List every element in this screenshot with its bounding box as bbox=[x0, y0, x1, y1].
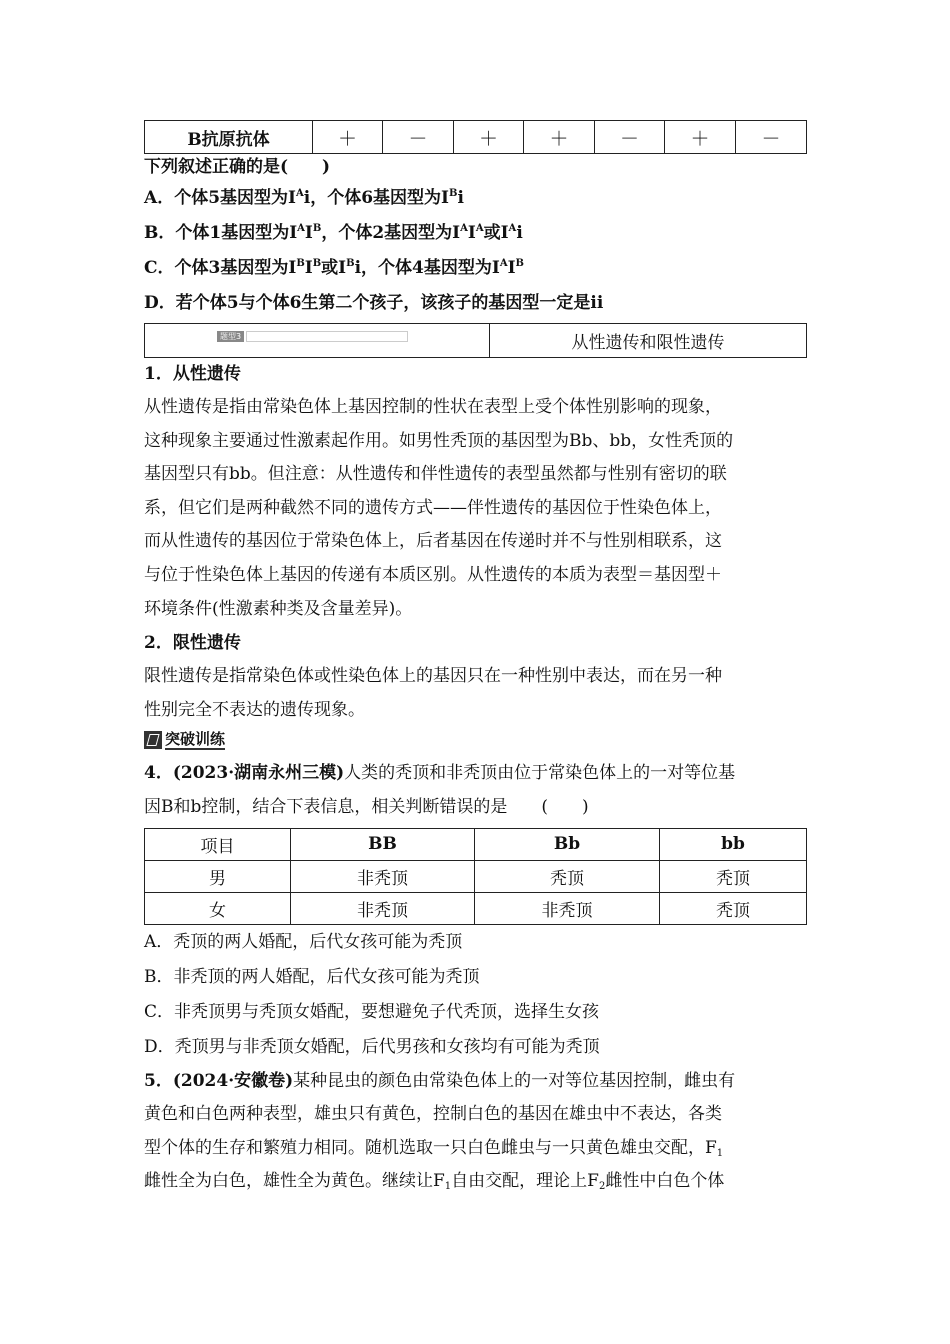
table-header: Bb bbox=[475, 828, 660, 860]
part1-paragraph: 从性遗传是指由常染色体上基因控制的性状在表型上受个体性别影响的现象， 这种现象主要通过性激素起作用。如男性秃顶的基因型为Bb、bb，女性秃顶的 基因型只有bb。但注意：从性遗传和伴性遗传的表型虽然都与性别有密切的联 系，但它们是两种截然不同的遗传方式——伴性遗传的基因位于性染色体上， 而从性遗传的基因位于常染色体上，后者基因在传递时并不与性别相联系，这 与位于性染色体上基因的传递有本质区别。从性遗传的本质为表型＝基因型＋ 环境条件(性激素种类及含量差异)。 bbox=[144, 397, 734, 619]
section-tag: 题型3 bbox=[217, 331, 244, 342]
table-cell: ＋ bbox=[454, 121, 524, 154]
question-stem: 下列叙述正确的是( ) bbox=[144, 157, 331, 177]
table-header: 项目 bbox=[145, 828, 291, 860]
table-cell: ＋ bbox=[313, 121, 383, 154]
q4-option-d: D．秃顶男与非秃顶女婚配，后代男孩和女孩均有可能为秃顶 bbox=[144, 1036, 600, 1057]
question-4: 4．(2023·湖南永州三模)人类的秃顶和非秃顶由位于常染色体上的一对等位基 因B和b控制，结合下表信息，相关判断错误的是 ( ) bbox=[144, 763, 736, 817]
table-row bbox=[145, 860, 807, 892]
option-c: C．个体3基因型为$I^BI^B$或$I^Bi$，个体4基因型为$I^AI^B$ bbox=[144, 258, 524, 278]
table-cell: 非秃顶 bbox=[475, 892, 660, 924]
table-cell: 非秃顶 bbox=[291, 860, 475, 892]
question-5: 5．(2024·安徽卷)某种昆虫的颜色由常染色体上的一对等位基因控制，雌虫有 黄色和白色两种表型，雄虫只有黄色，控制白色的基因在雄虫中不表达，各类 型个体的生存和繁殖力相同。随机选取一只白色雌虫与一只黄色雄虫交配，$F_1$ 雌性全为白色，雄性全为黄色。继续让$F_1$自由交配，理论上$F_2$雌性中白色个体 bbox=[144, 1070, 736, 1193]
section-header-table bbox=[144, 323, 807, 358]
table-cell: 秃顶 bbox=[475, 860, 660, 892]
q4-option-c: C．非秃顶男与秃顶女婚配，要想避免子代秃顶，选择生女孩 bbox=[144, 1001, 600, 1022]
pencil-icon bbox=[144, 731, 162, 749]
table-cell: 秃顶 bbox=[660, 860, 807, 892]
table-cell: － bbox=[595, 121, 665, 154]
baldness-table bbox=[144, 828, 807, 925]
option-d: D．若个体5与个体6生第二个孩子，该孩子的基因型一定是ii bbox=[144, 293, 604, 313]
part2-heading: 2．限性遗传 bbox=[144, 633, 241, 654]
row-label: B抗原抗体 bbox=[145, 121, 313, 154]
table-cell: － bbox=[736, 121, 807, 154]
table-row bbox=[145, 892, 807, 924]
antigen-antibody-table bbox=[144, 120, 807, 154]
table-header: bb bbox=[660, 828, 807, 860]
table-cell: 男 bbox=[145, 860, 291, 892]
table-header-row bbox=[145, 828, 807, 860]
table-row bbox=[145, 121, 807, 154]
table-cell: 非秃顶 bbox=[291, 892, 475, 924]
part2-paragraph: 限性遗传是指常染色体或性染色体上的基因只在一种性别中表达，而在另一种 性别完全不表达的遗传现象。 bbox=[144, 666, 722, 720]
training-badge: 突破训练 bbox=[144, 728, 225, 752]
table-cell: 女 bbox=[145, 892, 291, 924]
q4-option-a: A．秃顶的两人婚配，后代女孩可能为秃顶 bbox=[144, 931, 463, 952]
table-cell: ＋ bbox=[665, 121, 736, 154]
q4-option-b: B．非秃顶的两人婚配，后代女孩可能为秃顶 bbox=[144, 966, 480, 987]
option-a: A．个体5基因型为$I^Ai$，个体6基因型为$I^Bi$ bbox=[144, 188, 464, 208]
table-cell: － bbox=[383, 121, 454, 154]
section-tag-cell bbox=[145, 324, 490, 358]
table-cell: ＋ bbox=[524, 121, 595, 154]
table-cell: 秃顶 bbox=[660, 892, 807, 924]
table-row bbox=[145, 324, 807, 358]
page bbox=[144, 120, 806, 1199]
table-header: BB bbox=[291, 828, 475, 860]
tag-bar bbox=[246, 331, 408, 342]
section-title: 从性遗传和限性遗传 bbox=[490, 324, 807, 358]
part1-heading: 1．从性遗传 bbox=[144, 364, 241, 384]
option-b: B．个体1基因型为$I^AI^B$，个体2基因型为$I^AI^A$或$I^Ai$ bbox=[144, 223, 523, 243]
